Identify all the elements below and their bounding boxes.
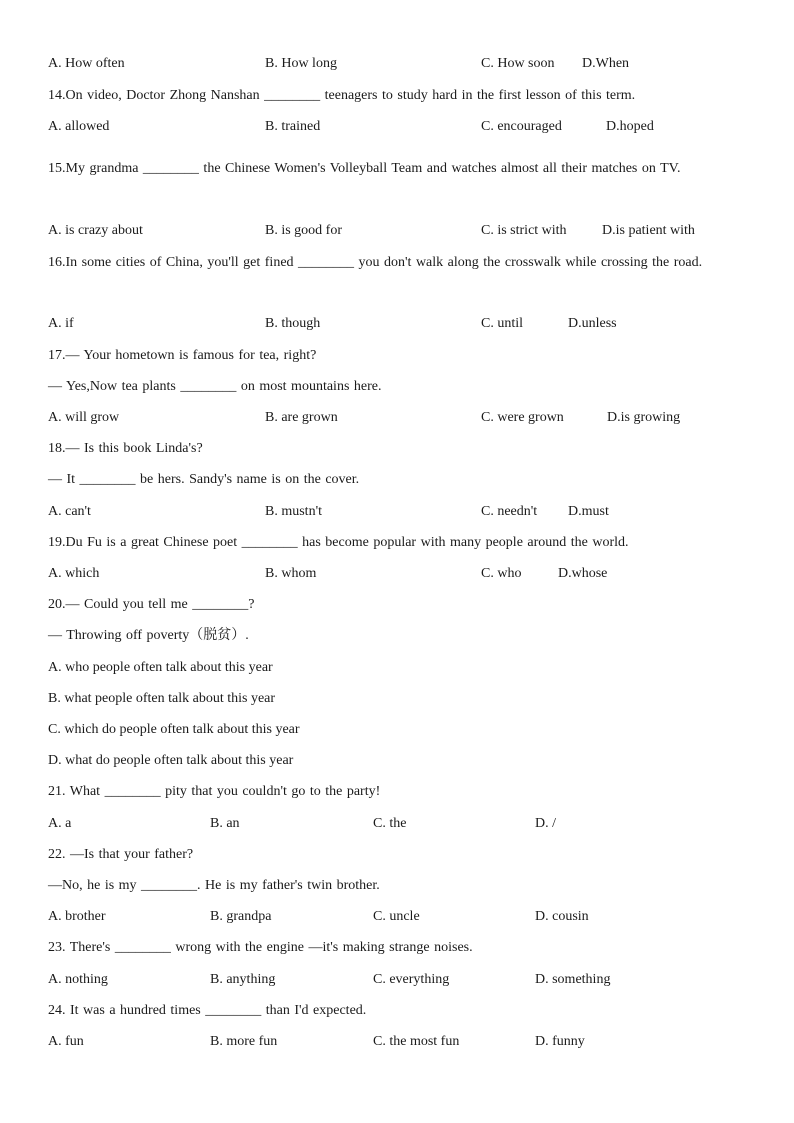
q14-option-b[interactable]: B. trained [265, 119, 321, 134]
question-23: 23. There's ________ wrong with the engine —it's making strange noises. [48, 940, 473, 955]
question-15: 15.My grandma ________ the Chinese Women's Volleyball Team and watches almost all their matches on TV. [48, 161, 681, 176]
q18-option-d[interactable]: D.must [568, 504, 609, 519]
q17-options [48, 410, 748, 426]
q14-option-c[interactable]: C. encouraged [481, 119, 562, 134]
q19-option-a[interactable]: A. which [48, 566, 100, 581]
q18-option-a[interactable]: A. can't [48, 504, 91, 519]
question-20-reply: — Throwing off poverty（脱贫）. [48, 628, 249, 643]
q22-option-b[interactable]: B. grandpa [210, 909, 272, 924]
q19-options [48, 566, 748, 582]
question-16: 16.In some cities of China, you'll get fined ________ you don't walk along the crosswalk while crossing the road. [48, 255, 703, 270]
q14-options [48, 119, 748, 135]
q19-option-d[interactable]: D.whose [558, 566, 608, 581]
q15-option-d[interactable]: D.is patient with [602, 223, 695, 238]
q22-option-d[interactable]: D. cousin [535, 909, 589, 924]
q20-option-c[interactable]: C. which do people often talk about this year [48, 722, 300, 737]
q23-option-a[interactable]: A. nothing [48, 972, 108, 987]
q22-option-a[interactable]: A. brother [48, 909, 106, 924]
q13-options [48, 56, 748, 72]
question-18: 18.— Is this book Linda's? [48, 441, 203, 456]
q21-options [48, 816, 748, 832]
question-17: 17.— Your hometown is famous for tea, right? [48, 348, 317, 363]
q14-option-d[interactable]: D.hoped [606, 119, 654, 134]
q13-option-c[interactable]: C. How soon [481, 56, 555, 71]
q14-option-a[interactable]: A. allowed [48, 119, 110, 134]
q13-option-a[interactable]: A. How often [48, 56, 125, 71]
q16-option-c[interactable]: C. until [481, 316, 524, 331]
question-17-reply: — Yes,Now tea plants ________ on most mountains here. [48, 379, 382, 394]
q24-option-c[interactable]: C. the most fun [373, 1034, 460, 1049]
q13-option-d[interactable]: D.When [582, 56, 630, 71]
q22-options [48, 909, 748, 925]
q16-option-d[interactable]: D.unless [568, 316, 617, 331]
q16-options [48, 316, 748, 332]
q13-option-b[interactable]: B. How long [265, 56, 337, 71]
q24-option-a[interactable]: A. fun [48, 1034, 84, 1049]
q18-option-b[interactable]: B. mustn't [265, 504, 322, 519]
q24-option-b[interactable]: B. more fun [210, 1034, 278, 1049]
q20-option-a[interactable]: A. who people often talk about this year [48, 660, 273, 675]
q15-option-b[interactable]: B. is good for [265, 223, 342, 238]
q21-option-b[interactable]: B. an [210, 816, 240, 831]
question-18-reply: — It ________ be hers. Sandy's name is on the cover. [48, 472, 360, 487]
q23-option-d[interactable]: D. something [535, 972, 611, 987]
q21-option-a[interactable]: A. a [48, 816, 72, 831]
q16-option-b[interactable]: B. though [265, 316, 321, 331]
q17-option-c[interactable]: C. were grown [481, 410, 564, 425]
q15-option-a[interactable]: A. is crazy about [48, 223, 143, 238]
q18-option-c[interactable]: C. needn't [481, 504, 538, 519]
q23-options [48, 972, 748, 988]
q20-option-b[interactable]: B. what people often talk about this year [48, 691, 276, 706]
question-20: 20.— Could you tell me ________? [48, 597, 255, 612]
q15-options [48, 223, 748, 239]
q23-option-c[interactable]: C. everything [373, 972, 450, 987]
q19-option-c[interactable]: C. who [481, 566, 522, 581]
question-21: 21. What ________ pity that you couldn't go to the party! [48, 784, 381, 799]
question-24: 24. It was a hundred times ________ than I'd expected. [48, 1003, 367, 1018]
question-22-reply: —No, he is my ________. He is my father's twin brother. [48, 878, 380, 893]
q24-option-d[interactable]: D. funny [535, 1034, 585, 1049]
q17-option-a[interactable]: A. will grow [48, 410, 120, 425]
q17-option-d[interactable]: D.is growing [607, 410, 681, 425]
q17-option-b[interactable]: B. are grown [265, 410, 338, 425]
q21-option-c[interactable]: C. the [373, 816, 407, 831]
q22-option-c[interactable]: C. uncle [373, 909, 420, 924]
q18-options [48, 504, 748, 520]
question-19: 19.Du Fu is a great Chinese poet ________ has become popular with many people around the world. [48, 535, 629, 550]
q16-option-a[interactable]: A. if [48, 316, 74, 331]
q19-option-b[interactable]: B. whom [265, 566, 317, 581]
question-14: 14.On video, Doctor Zhong Nanshan ________ teenagers to study hard in the first lesson of this term. [48, 88, 636, 103]
q23-option-b[interactable]: B. anything [210, 972, 276, 987]
question-22: 22. —Is that your father? [48, 847, 194, 862]
q21-option-d[interactable]: D. / [535, 816, 556, 831]
q15-option-c[interactable]: C. is strict with [481, 223, 567, 238]
q24-options [48, 1034, 748, 1050]
q20-option-d[interactable]: D. what do people often talk about this year [48, 753, 294, 768]
